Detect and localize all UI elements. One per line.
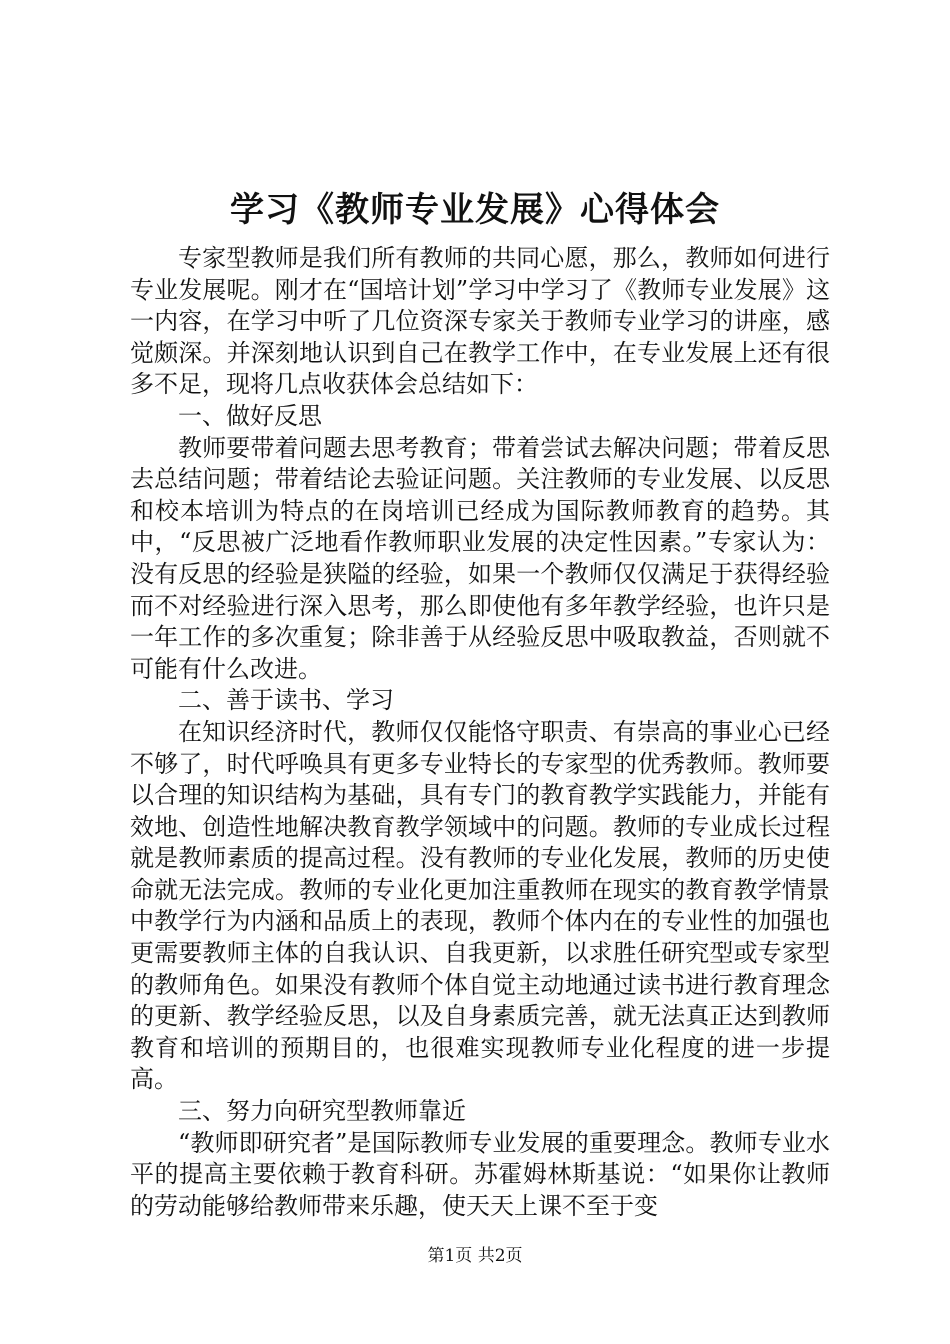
page-footer: 第1页 共2页 xyxy=(427,1246,523,1266)
document-title: 学习《教师专业发展》心得体会 xyxy=(230,190,720,230)
section-heading-2: 二、善于读书、学习 xyxy=(178,686,394,715)
section-2-paragraph: 在知识经济时代，教师仅仅能恪守职责、有崇高的事业心已经不够了，时代呼唤具有更多专业特长的专家型的优秀教师。教师要以合理的知识结构为基础，具有专门的教育教学实践能力，并能有效地、创造性地解决教育教学领域中的问题。教师的专业成长过程就是教师素质的提高过程。没有教师的专业化发展，教师的历史使命就无法完成。教师的专业化更加注重教师在现实的教育教学情景中教学行为内涵和品质上的表现，教师个体内在的专业性的加强也更需要教师主体的自我认识、自我更新，以求胜任研究型或专家型的教师角色。如果没有教师个体自觉主动地通过读书进行教育理念的更新、教学经验反思，以及自身素质完善，就无法真正达到教师教育和培训的预期目的，也很难实现教师专业化程度的进一步提高。 xyxy=(130,717,830,1094)
section-heading-3: 三、努力向研究型教师靠近 xyxy=(178,1097,466,1126)
section-heading-1: 一、做好反思 xyxy=(178,401,322,430)
section-3-paragraph: “教师即研究者”是国际教师专业发展的重要理念。教师专业水平的提高主要依赖于教育科研。苏霍姆林斯基说：“如果你让教师的劳动能够给教师带来乐趣，使天天上课不至于变 xyxy=(130,1128,830,1220)
section-1-paragraph: 教师要带着问题去思考教育；带着尝试去解决问题；带着反思去总结问题；带着结论去验证问题。关注教师的专业发展、以反思和校本培训为特点的在岗培训已经成为国际教师教育的趋势。其中，“反思被广泛地看作教师职业发展的决定性因素。”专家认为：没有反思的经验是狭隘的经验，如果一个教师仅仅满足于获得经验而不对经验进行深入思考，那么即使他有多年教学经验，也许只是一年工作的多次重复；除非善于从经验反思中吸取教益，否则就不可能有什么改进。 xyxy=(130,433,830,683)
document-body xyxy=(130,243,830,1222)
intro-paragraph: 专家型教师是我们所有教师的共同心愿，那么，教师如何进行专业发展呢。刚才在“国培计划”学习中学习了《教师专业发展》这一内容，在学习中听了几位资深专家关于教师专业学习的讲座，感觉颇深。并深刻地认识到自己在教学工作中，在专业发展上还有很多不足，现将几点收获体会总结如下： xyxy=(130,244,830,399)
